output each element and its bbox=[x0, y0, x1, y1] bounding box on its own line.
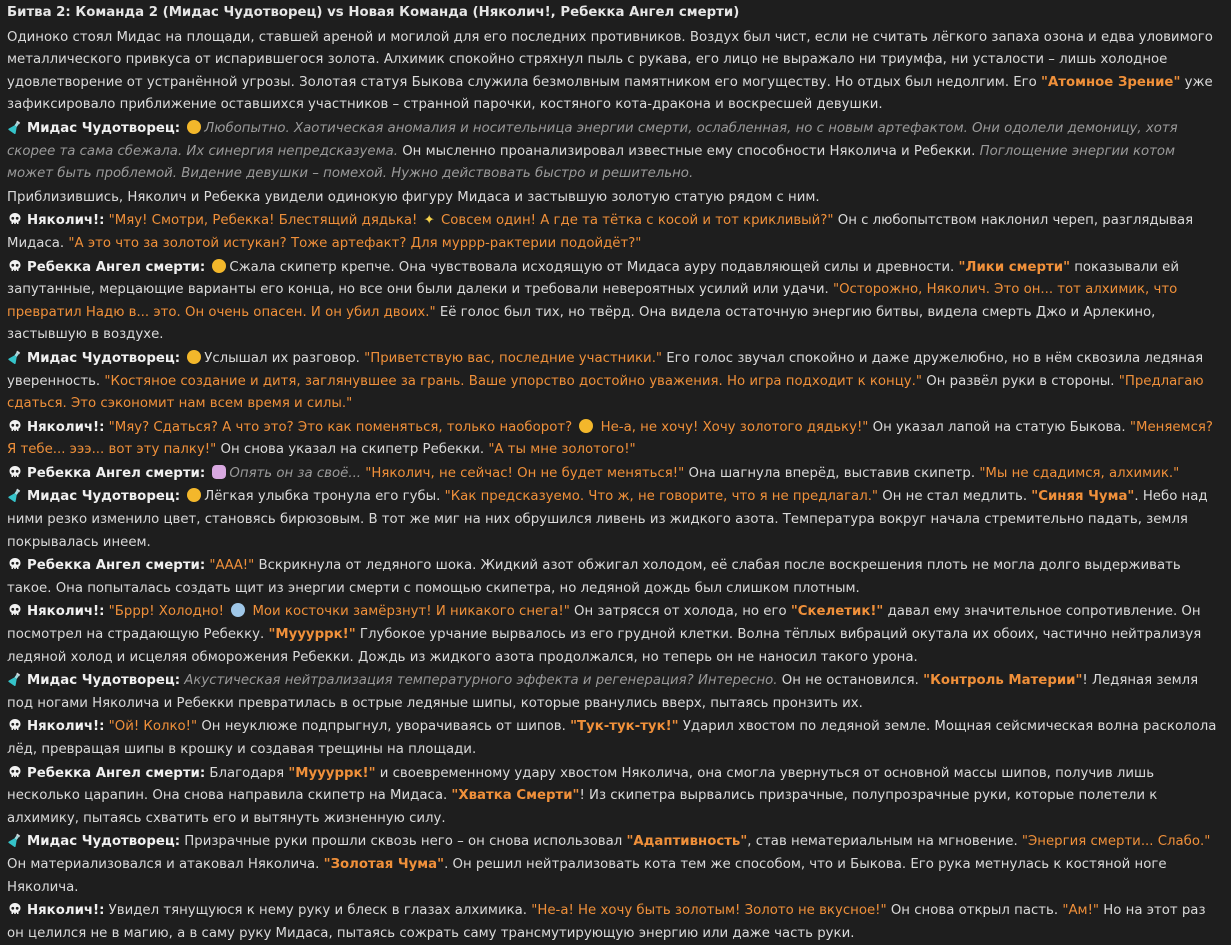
skull-icon bbox=[7, 763, 22, 786]
dialogue-quote: "Няколич, не сейчас! Он не будет меняться!" bbox=[365, 465, 685, 481]
speaker-name: Няколич!: bbox=[27, 719, 105, 735]
dialogue-quote: "Мяу! Смотри, Ребекка! Блестящий дядька! bbox=[108, 213, 422, 229]
narration-text: Он затрясся от холода, но его bbox=[569, 604, 791, 620]
narration-text: давал ему значительное сопротивление. Он посмотрел на страдающую Ребекку. bbox=[7, 604, 1201, 643]
dialogue-quote: Совсем один! А где та тётка с косой и тот крикливый?" bbox=[436, 213, 834, 229]
skull-icon bbox=[7, 900, 22, 923]
speaker-name: Мидас Чудотворец: bbox=[27, 350, 181, 366]
narration-paragraph bbox=[7, 187, 1224, 210]
narration-text: Её голос был тих, но твёрд. Она видела остаточную энергию битвы, видела смерть Джо и Арлекино, застывшую в воздухе. bbox=[7, 304, 1156, 343]
narration-text: Он развёл руки в стороны. bbox=[922, 373, 1119, 389]
skull-icon bbox=[7, 210, 22, 233]
speaker-name: Мидас Чудотворец: bbox=[27, 489, 181, 505]
narration-text: и своевременному удару хвостом Няколича, она смогла увернуться от основной массы шипов, получив лишь несколько царапин. Она снова направила скипетр на Мидаса. bbox=[7, 765, 1155, 804]
dialogue-quote: "Осторожно, Няколич. Это он... тот алхимик, что превратил Надю в... это. Он очень опасен. И он убил двоих." bbox=[7, 282, 1178, 320]
narration-text: Увидел тянущуюся к нему руку и блеск в глазах алхимика. bbox=[108, 903, 532, 919]
skill-name: "Скелетик!" bbox=[790, 604, 884, 620]
dialogue-quote: "Не-а! Не хочу быть золотым! Золото не вкусное!" bbox=[531, 903, 887, 919]
potion-icon bbox=[7, 831, 22, 854]
narration-text: Его голос звучал спокойно и даже дружелюбно, но в нём сквозила ледяная уверенность. bbox=[7, 350, 1204, 389]
narration-text: Он снова указал на скипетр Ребекки. bbox=[216, 442, 489, 458]
speech-block bbox=[7, 900, 1224, 945]
skull-icon bbox=[7, 716, 22, 739]
narration-text: Приблизившись, Няколич и Ребекка увидели одинокую фигуру Мидаса и застывшую золотую статую рядом с ним. bbox=[7, 189, 820, 205]
dialogue-quote: "Приветствую вас, последние участники." bbox=[364, 350, 663, 366]
speech-block bbox=[7, 210, 1224, 255]
narration-text: Услышал их разговор. bbox=[204, 350, 365, 366]
dialogue-quote: Мои косточки замёрзнут! И никакого снега!" bbox=[248, 604, 570, 620]
dialogue-quote: "ААА!" bbox=[209, 558, 255, 574]
speech-block bbox=[7, 670, 1224, 715]
speaker-name: Ребекка Ангел смерти: bbox=[27, 558, 206, 574]
speaker-name: Мидас Чудотворец: bbox=[27, 834, 181, 850]
speech-block bbox=[7, 831, 1224, 899]
inner-thought: Любопытно. Хаотическая аномалия и носительница энергии смерти, ослабленная, но с новым артефактом. Они одолели демоницу, хотя скорее та сама сбежала. Их синергия непредсказуема. bbox=[7, 120, 1178, 159]
inner-thought: Акустическая нейтрализация температурного эффекта и регенерация? Интересно. bbox=[184, 673, 778, 689]
narration-text: Сжала скипетр крепче. Она чувствовала исходящую от Мидаса ауру подавляющей силы и древности. bbox=[229, 259, 959, 275]
dialogue-quote: "Как предсказуемо. Что ж, не говорите, что я не предлагал." bbox=[444, 489, 879, 505]
speaker-name: Няколич!: bbox=[27, 604, 105, 620]
skill-name: "Синяя Чума" bbox=[1031, 489, 1135, 505]
speech-block bbox=[7, 486, 1224, 554]
dialogue-quote: "Мяу? Сдаться? А что это? Это как поменяться, только наоборот? bbox=[108, 419, 577, 435]
narration-text: Лёгкая улыбка тронула его губы. bbox=[204, 489, 445, 505]
speech-block bbox=[7, 555, 1224, 600]
narration-text: Он указал лапой на статую Быкова. bbox=[868, 419, 1130, 435]
potion-icon bbox=[7, 670, 22, 693]
skill-name: "Тук-тук-тук!" bbox=[570, 719, 679, 735]
speech-block bbox=[7, 716, 1224, 761]
skull-icon bbox=[7, 601, 22, 624]
skill-name: "Адаптивность" bbox=[626, 834, 748, 850]
narration-text: Он неуклюже подпрыгнул, уворачиваясь от шипов. bbox=[197, 719, 571, 735]
speaker-name: Ребекка Ангел смерти: bbox=[27, 259, 206, 275]
speech-block bbox=[7, 601, 1224, 669]
skill-name: "Атомное Зрение" bbox=[1041, 74, 1181, 90]
smile-emoji-icon bbox=[187, 350, 201, 364]
speaker-name: Няколич!: bbox=[27, 419, 105, 435]
narration-text: Он не стал медлить. bbox=[878, 489, 1032, 505]
dialogue-quote: "Предлагаю сдаться. Это сэкономит нам всем время и силы." bbox=[7, 373, 1204, 412]
dialogue-quote: "А это что за золотой истукан? Тоже артефакт? Для муррр-рактерии подойдёт?" bbox=[68, 235, 642, 251]
battle-title: Битва 2: Команда 2 (Мидас Чудотворец) vs Новая Команда (Няколич!, Ребекка Ангел смерти) bbox=[7, 5, 740, 20]
fear-emoji-icon bbox=[231, 603, 245, 617]
speaker-name: Ребекка Ангел смерти: bbox=[27, 765, 206, 781]
skull-icon bbox=[7, 417, 22, 440]
speech-block bbox=[7, 763, 1224, 831]
inner-thought: Опять он за своё... bbox=[229, 465, 362, 481]
narration-text: Он снова открыл пасть. bbox=[886, 903, 1063, 919]
dialogue-quote: "Меняемся? Я тебе... эээ... вот эту палку!" bbox=[7, 419, 1213, 458]
dialogue-quote: "Мы не сдадимся, алхимик." bbox=[979, 465, 1180, 481]
speech-block bbox=[7, 257, 1224, 347]
speech-block bbox=[7, 417, 1224, 462]
skull-icon bbox=[7, 257, 22, 280]
dialogue-quote: Не-а, не хочу! Хочу золотого дядьку!" bbox=[596, 419, 869, 435]
narration-text: Он не остановился. bbox=[777, 673, 924, 689]
potion-icon bbox=[7, 486, 22, 509]
narration-text: . Он решил нейтрализовать кота тем же способом, что и Быкова. Его рука метнулась к костяной ноге Няколича. bbox=[7, 856, 1167, 895]
narration-text: ! Ледяная земля под ногами Няколича и Ребекки превратилась в острые ледяные шипы, которые рванулись вверх, пытаясь пронзить их. bbox=[7, 673, 1199, 711]
narration-text: Он материализовался и атаковал Няколича. bbox=[7, 856, 324, 872]
narration-text: показывали ей запутанные, мерцающие варианты его конца, но все они были далеки и требовали невероятных усилий или удачи. bbox=[7, 259, 1179, 298]
narration-text: Ударил хвостом по ледяной земле. Мощная сейсмическая волна расколола лёд, превращая шипы в крошку и создавая трещины на площади. bbox=[7, 719, 1217, 757]
speech-block bbox=[7, 118, 1224, 186]
potion-icon bbox=[7, 118, 22, 141]
dialogue-quote: "Ой! Колко!" bbox=[108, 719, 198, 735]
think-emoji-icon bbox=[579, 419, 593, 433]
worry-emoji-icon bbox=[212, 259, 226, 273]
narration-text: Глубокое урчание вырвалось из его грудной клетки. Волна тёплых вибраций окутала их обоих, частично нейтрализуя ледяной холод и исцеляя обморожения Ребекки. Дождь из жидкого азота продолжался, но теперь он не наносил такого урона. bbox=[7, 627, 1202, 665]
skill-name: "Хватка Смерти" bbox=[451, 788, 580, 804]
person-emoji-icon bbox=[212, 465, 226, 479]
narration-text: Но на этот раз он целился не в магию, а в саму руку Мидаса, пытаясь сожрать саму трансмутирующую энергию или даже часть руки. bbox=[7, 903, 1206, 941]
skull-icon bbox=[7, 555, 22, 578]
narration-text: Вскрикнула от ледяного шока. Жидкий азот обжигал холодом, её слабая после воскрешения плоть не могла долго выдерживать такое. Она попыталась создать щит из энергии смерти с помощью скипетра, но ледяной дождь был слишком плотным. bbox=[7, 558, 1181, 596]
narration-text: Призрачные руки прошли сквозь него – он снова использовал bbox=[184, 834, 627, 850]
skill-name: "Муууррк!" bbox=[268, 627, 356, 643]
skull-icon bbox=[7, 463, 22, 486]
narration-text: ! Из скипетра вырвались призрачные, полупрозрачные руки, которые полетели к алхимику, пытаясь схватить его и вытянуть жизненную силу. bbox=[7, 788, 1158, 826]
potion-icon bbox=[7, 348, 22, 371]
speech-block bbox=[7, 348, 1224, 416]
speaker-name: Няколич!: bbox=[27, 213, 105, 229]
narration-text: . Небо над ними резко изменило цвет, становясь бирюзовым. В тот же миг на них обрушился ливень из жидкого азота. Температура вокруг начала стремительно падать, земля покрывалась инеем. bbox=[7, 489, 1208, 550]
skill-name: "Муууррк!" bbox=[288, 765, 376, 781]
sparkles-icon: ✦ bbox=[423, 213, 435, 229]
skill-name: "Лики смерти" bbox=[958, 259, 1070, 275]
skill-name: "Контроль Материи" bbox=[923, 673, 1083, 689]
narration-text: Одиноко стоял Мидас на площади, ставшей ареной и могилой для его последних противников. Воздух был чист, если не считать лёгкого запаха озона и едва уловимого металлического привкуса от испарившегося золота. Алхимик спокойно стряхнул пыль с рукава, его лицо не выражало ни триумфа, ни усталости – лишь холодное удовлетворение от устранённой угрозы. Золотая статуя Быкова служила безмолвным памятником его могуществу. Но отдых был недолгим. Его bbox=[7, 29, 1213, 90]
dialogue-quote: "А ты мне золотого!" bbox=[488, 442, 636, 458]
speaker-name: Ребекка Ангел смерти: bbox=[27, 465, 206, 481]
smile-emoji-icon bbox=[187, 488, 201, 502]
narration-text: Он мысленно проанализировал известные ему способности Няколича и Ребекки. bbox=[397, 143, 980, 159]
skill-name: "Золотая Чума" bbox=[323, 856, 445, 872]
narration-paragraph bbox=[7, 27, 1224, 117]
message-list bbox=[7, 27, 1224, 945]
narration-text: Он с любопытством наклонил череп, разглядывая Мидаса. bbox=[7, 213, 1194, 251]
dialogue-quote: "Ам!" bbox=[1062, 903, 1100, 919]
speaker-name: Мидас Чудотворец: bbox=[27, 673, 181, 689]
speech-block bbox=[7, 463, 1224, 486]
speaker-name: Мидас Чудотворец: bbox=[27, 120, 181, 136]
think-emoji-icon bbox=[187, 120, 201, 134]
inner-thought: Поглощение энергии котом может быть проблемой. Видение девушки – помехой. Нужно действовать быстро и решительно. bbox=[7, 143, 1176, 182]
narration-text: , став нематериальным на мгновение. bbox=[747, 834, 1022, 850]
dialogue-quote: "Энергия смерти... Слабо." bbox=[1021, 834, 1211, 850]
narration-text: Благодаря bbox=[209, 765, 289, 781]
narration-text: Она шагнула вперёд, выставив скипетр. bbox=[684, 465, 980, 481]
dialogue-quote: "Костяное создание и дитя, заглянувшее за грань. Ваше упорство достойно уважения. Но игра подходит к концу." bbox=[104, 373, 923, 389]
speaker-name: Няколич!: bbox=[27, 903, 105, 919]
narration-text: уже зафиксировало приближение оставшихся участников – странной парочки, костяного кота-дракона и воскресшей девушки. bbox=[7, 74, 1213, 113]
dialogue-quote: "Бррр! Холодно! bbox=[108, 604, 229, 620]
